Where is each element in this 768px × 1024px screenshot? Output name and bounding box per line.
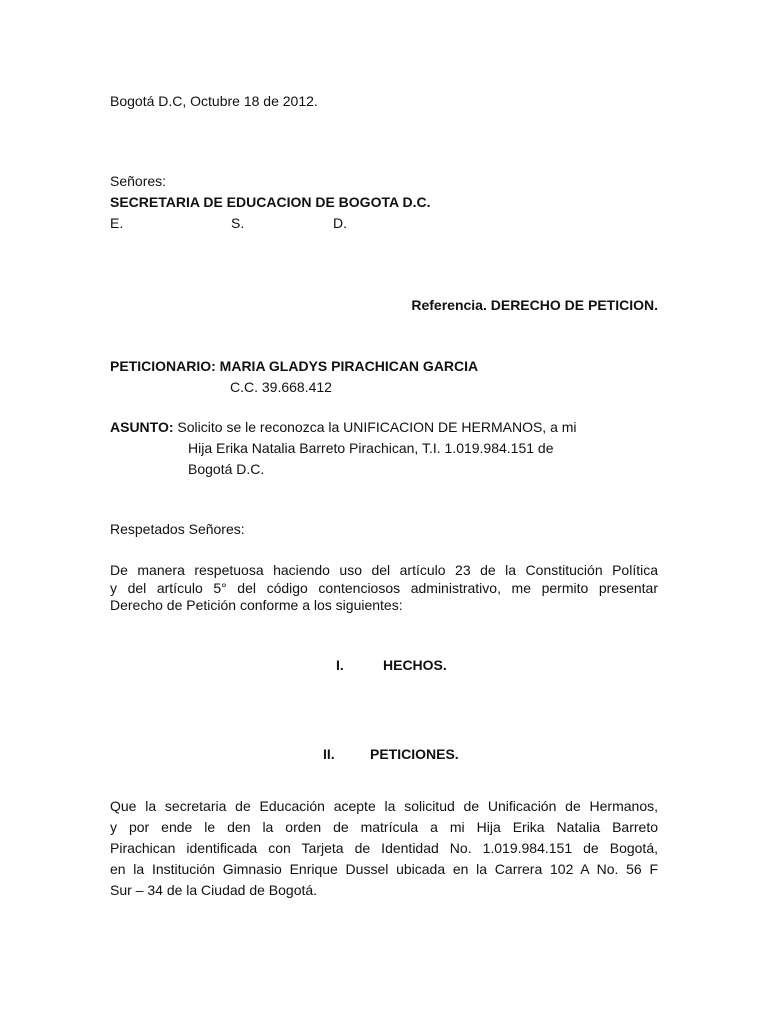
intro-paragraph <box>110 562 658 615</box>
petitioner-id: C.C. 39.668.412 <box>230 379 332 395</box>
section-number-hechos: I. <box>336 657 344 673</box>
section-title-peticiones: PETICIONES. <box>370 746 459 762</box>
esd-e: E. <box>110 215 124 231</box>
subject-line-1 <box>110 419 577 436</box>
esd-s: S. <box>231 215 245 231</box>
petition-line: y por ende le den la orden de matrícula a mi Hija Erika Natalia Barreto <box>110 819 658 835</box>
recipient-organization: SECRETARIA DE EDUCACION DE BOGOTA D.C. <box>110 194 431 210</box>
petition-line: Pirachican identificada con Tarjeta de Identidad No. 1.019.984.151 de Bogotá, <box>110 840 658 856</box>
section-number-peticiones: II. <box>323 746 335 762</box>
intro-line: De manera respetuosa haciendo uso del artículo 23 de la Constitución Política <box>110 562 658 578</box>
intro-line: Derecho de Petición conforme a los siguientes: <box>110 597 403 613</box>
petition-line: en la Institución Gimnasio Enrique Dussel ubicada en la Carrera 102 A No. 56 F <box>110 861 658 877</box>
subject-label: ASUNTO: <box>110 419 174 435</box>
subject-line-3: Bogotá D.C. <box>188 461 265 477</box>
salutation: Señores: <box>110 173 167 189</box>
section-title-hechos: HECHOS. <box>383 657 447 673</box>
subject-line-2: Hija Erika Natalia Barreto Pirachican, T.I. 1.019.984.151 de <box>188 440 554 456</box>
petitioner-name: PETICIONARIO: MARIA GLADYS PIRACHICAN GARCIA <box>110 358 479 374</box>
intro-line: y del artículo 5° del código contenciosos administrativo, me permito presentar <box>110 579 658 596</box>
greeting: Respetados Señores: <box>110 521 245 537</box>
petition-line: Que la secretaria de Educación acepte la solicitud de Unificación de Hermanos, <box>110 798 658 814</box>
petition-paragraph <box>110 796 658 901</box>
reference-line: Referencia. DERECHO DE PETICION. <box>411 297 658 313</box>
date-line: Bogotá D.C, Octubre 18 de 2012. <box>110 93 318 109</box>
subject-text-1: Solicito se le reconozca la UNIFICACION DE HERMANOS, a mi <box>173 419 577 435</box>
petition-line: Sur – 34 de la Ciudad de Bogotá. <box>110 882 318 898</box>
esd-d: D. <box>333 215 347 231</box>
